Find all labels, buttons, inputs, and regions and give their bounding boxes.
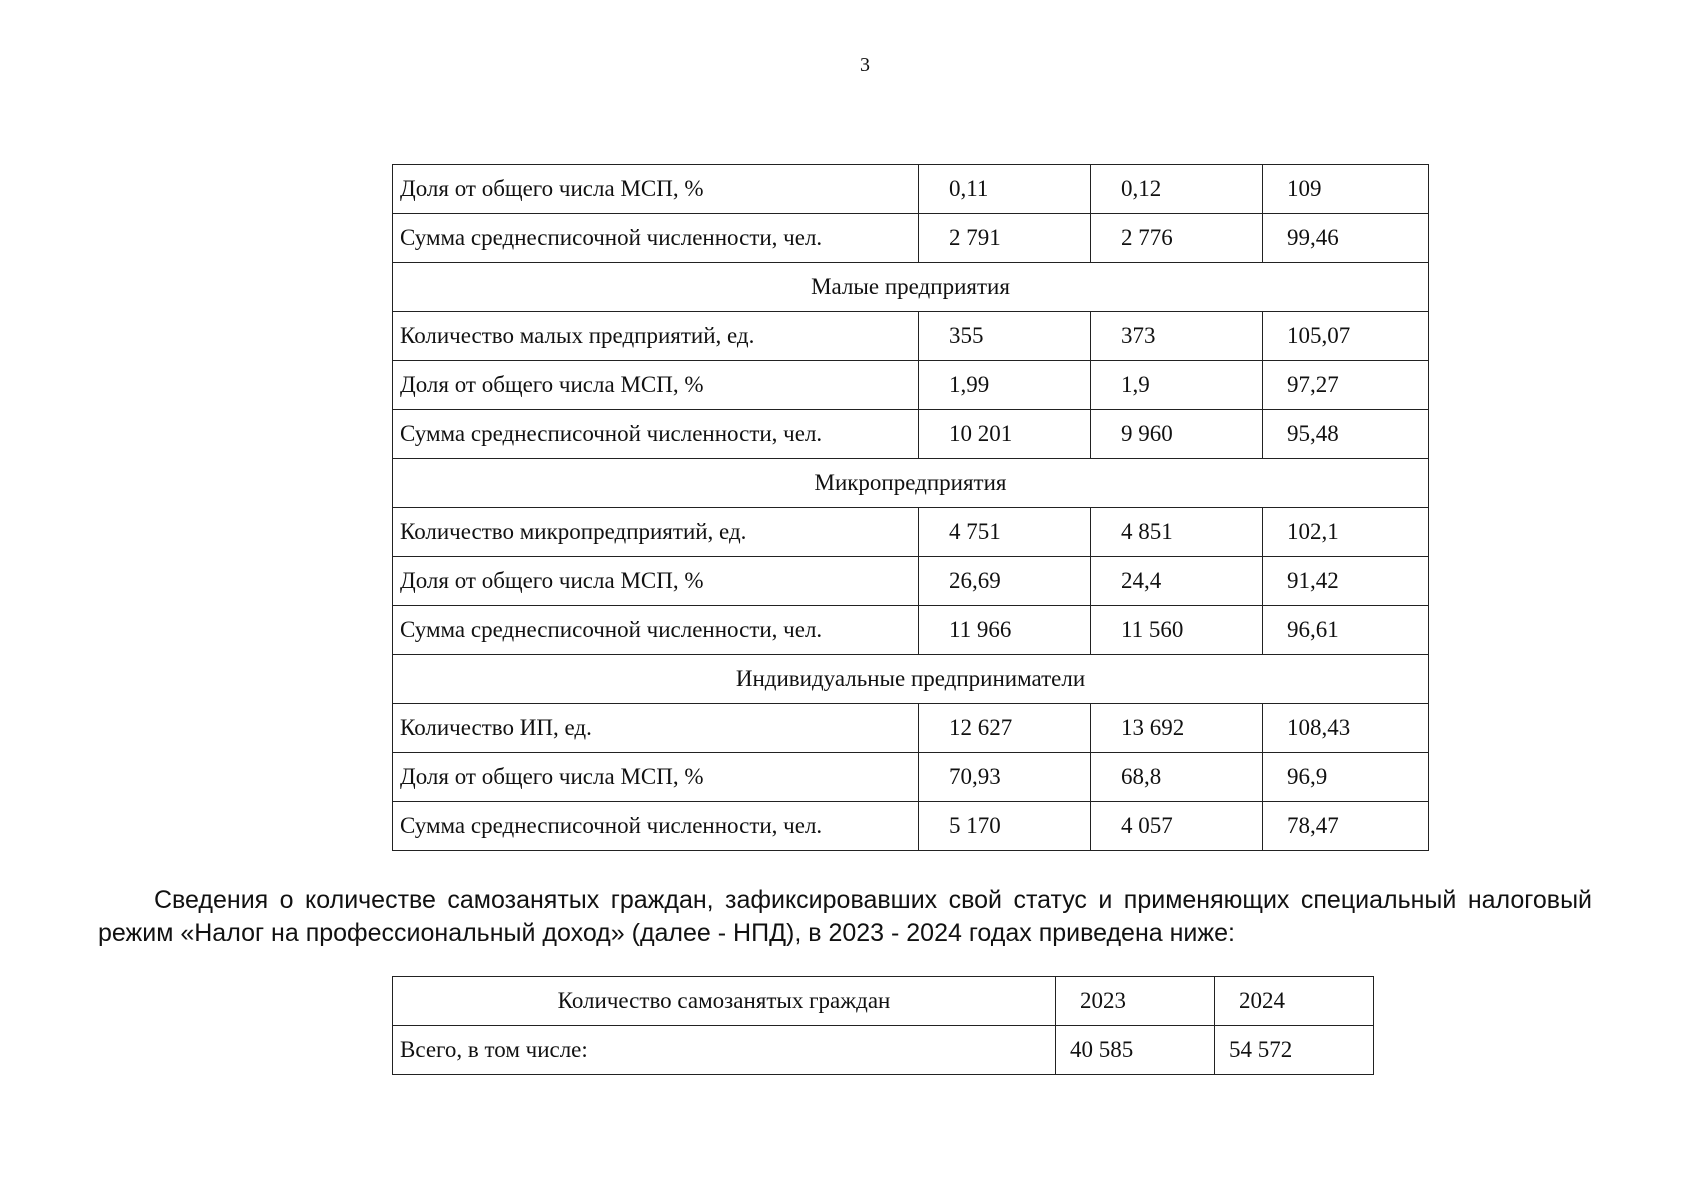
self-employed-intro-paragraph: Сведения о количестве самозанятых граждан, зафиксировавших свой статус и применяющих специальный налоговый режим «Налог на профессиональный доход» (далее - НПД), в 2023 - 2024 годах приведена ниже: xyxy=(98,886,1592,947)
self-employed-row-value-2023: 40 585 xyxy=(1056,1026,1215,1075)
row-label: Сумма среднесписочной численности, чел. xyxy=(393,410,919,459)
row-value-col-3: 91,42 xyxy=(1263,557,1429,606)
row-value-col-2: 4 851 xyxy=(1091,508,1263,557)
row-value-col-2: 68,8 xyxy=(1091,753,1263,802)
row-label: Доля от общего числа МСП, % xyxy=(393,557,919,606)
row-label: Количество ИП, ед. xyxy=(393,704,919,753)
row-value-col-2: 11 560 xyxy=(1091,606,1263,655)
row-value-col-2: 13 692 xyxy=(1091,704,1263,753)
section-header-row xyxy=(393,263,1429,312)
section-header: Малые предприятия xyxy=(393,263,1429,312)
table-row xyxy=(393,361,1429,410)
table-row xyxy=(393,606,1429,655)
row-value-col-1: 1,99 xyxy=(919,361,1091,410)
self-employed-table-header-row xyxy=(393,977,1374,1026)
row-value-col-3: 99,46 xyxy=(1263,214,1429,263)
row-label: Количество микропредприятий, ед. xyxy=(393,508,919,557)
section-header: Микропредприятия xyxy=(393,459,1429,508)
row-value-col-3: 97,27 xyxy=(1263,361,1429,410)
row-label: Доля от общего числа МСП, % xyxy=(393,165,919,214)
table-row xyxy=(393,312,1429,361)
row-value-col-1: 70,93 xyxy=(919,753,1091,802)
row-value-col-3: 109 xyxy=(1263,165,1429,214)
row-value-col-2: 373 xyxy=(1091,312,1263,361)
self-employed-header-label: Количество самозанятых граждан xyxy=(393,977,1056,1026)
table-row xyxy=(393,410,1429,459)
row-value-col-3: 102,1 xyxy=(1263,508,1429,557)
row-label: Сумма среднесписочной численности, чел. xyxy=(393,214,919,263)
self-employed-table-row xyxy=(393,1026,1374,1075)
row-value-col-2: 24,4 xyxy=(1091,557,1263,606)
self-employed-header-year-2023: 2023 xyxy=(1056,977,1215,1026)
row-value-col-1: 5 170 xyxy=(919,802,1091,851)
row-value-col-1: 10 201 xyxy=(919,410,1091,459)
row-label: Сумма среднесписочной численности, чел. xyxy=(393,802,919,851)
table-row xyxy=(393,557,1429,606)
table-row xyxy=(393,214,1429,263)
row-label: Количество малых предприятий, ед. xyxy=(393,312,919,361)
page-number: 3 xyxy=(860,54,870,76)
self-employed-header-year-2024: 2024 xyxy=(1215,977,1374,1026)
section-header-row xyxy=(393,459,1429,508)
row-value-col-2: 4 057 xyxy=(1091,802,1263,851)
row-label: Доля от общего числа МСП, % xyxy=(393,753,919,802)
row-value-col-3: 78,47 xyxy=(1263,802,1429,851)
row-value-col-1: 11 966 xyxy=(919,606,1091,655)
sme-statistics-table-body xyxy=(393,165,1429,851)
row-value-col-1: 26,69 xyxy=(919,557,1091,606)
self-employed-row-value-2024: 54 572 xyxy=(1215,1026,1374,1075)
sme-statistics-table xyxy=(392,164,1429,851)
row-value-col-3: 105,07 xyxy=(1263,312,1429,361)
table-row xyxy=(393,802,1429,851)
self-employed-table xyxy=(392,976,1374,1075)
row-value-col-3: 96,61 xyxy=(1263,606,1429,655)
table-row xyxy=(393,165,1429,214)
row-value-col-1: 4 751 xyxy=(919,508,1091,557)
section-header: Индивидуальные предприниматели xyxy=(393,655,1429,704)
row-value-col-3: 95,48 xyxy=(1263,410,1429,459)
row-value-col-1: 2 791 xyxy=(919,214,1091,263)
row-value-col-1: 12 627 xyxy=(919,704,1091,753)
row-label: Доля от общего числа МСП, % xyxy=(393,361,919,410)
row-value-col-1: 355 xyxy=(919,312,1091,361)
row-value-col-2: 0,12 xyxy=(1091,165,1263,214)
row-value-col-3: 108,43 xyxy=(1263,704,1429,753)
row-label: Сумма среднесписочной численности, чел. xyxy=(393,606,919,655)
table-row xyxy=(393,753,1429,802)
row-value-col-3: 96,9 xyxy=(1263,753,1429,802)
row-value-col-2: 2 776 xyxy=(1091,214,1263,263)
row-value-col-1: 0,11 xyxy=(919,165,1091,214)
section-header-row xyxy=(393,655,1429,704)
table-row xyxy=(393,508,1429,557)
self-employed-row-label: Всего, в том числе: xyxy=(393,1026,1056,1075)
table-row xyxy=(393,704,1429,753)
row-value-col-2: 1,9 xyxy=(1091,361,1263,410)
row-value-col-2: 9 960 xyxy=(1091,410,1263,459)
